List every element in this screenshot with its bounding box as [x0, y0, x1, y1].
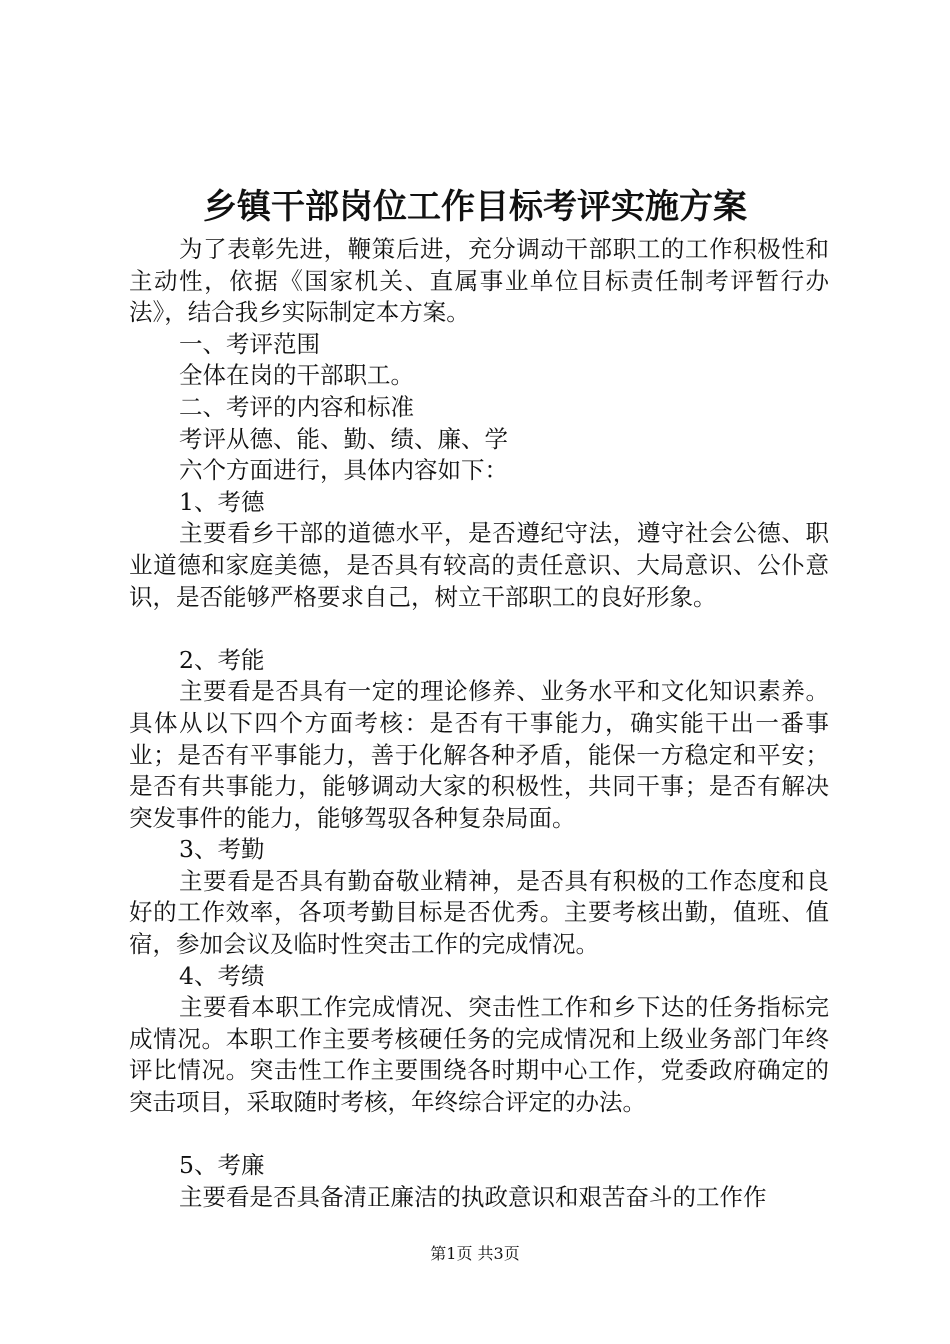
diligence-paragraph: 主要看是否具有勤奋敬业精神，是否具有积极的工作态度和良好的工作效率，各项考勤目标是否优秀。主要考核出勤，值班、值宿，参加会议及临时性突击工作的完成情况。 [129, 866, 829, 959]
document-title: 乡镇干部岗位工作目标考评实施方案 [203, 187, 747, 227]
content-text-line1: 考评从德、能、勤、绩、廉、学 [179, 424, 508, 453]
content-text-line2: 六个方面进行，具体内容如下： [179, 456, 508, 485]
ability-paragraph: 主要看是否具有一定的理论修养、业务水平和文化知识素养。具体从以下四个方面考核：是否有干事能力，确实能干出一番事业；是否有平事能力，善于化解各种矛盾，能保一方稳定和平安；是否有共事能力，能够调动大家的积极性，共同干事；是否有解决突发事件的能力，能够驾驭各种复杂局面。 [129, 677, 829, 832]
page-footer: 第1页 共3页 [430, 1244, 520, 1263]
subheading-performance: 4、考绩 [179, 961, 265, 990]
intro-paragraph: 为了表彰先进，鞭策后进，充分调动干部职工的工作积极性和主动性，依据《国家机关、直属事业单位目标责任制考评暂行办法》，结合我乡实际制定本方案。 [129, 235, 829, 327]
subheading-integrity: 5、考廉 [179, 1151, 265, 1180]
section-heading-content: 二、考评的内容和标准 [179, 392, 414, 421]
performance-paragraph: 主要看本职工作完成情况、突击性工作和乡下达的任务指标完成情况。本职工作主要考核硬任务的完成情况和上级业务部门年终评比情况。突击性工作主要围绕各时期中心工作，党委政府确定的突击项目，采取随时考核，年终综合评定的办法。 [129, 993, 829, 1117]
document-body [129, 234, 829, 1213]
subheading-ability: 2、考能 [179, 645, 265, 674]
subheading-morality: 1、考德 [179, 487, 265, 516]
subheading-diligence: 3、考勤 [179, 835, 265, 864]
integrity-paragraph: 主要看是否具备清正廉洁的执政意识和艰苦奋斗的工作作 [179, 1182, 767, 1211]
scope-text: 全体在岗的干部职工。 [179, 361, 414, 390]
section-heading-scope: 一、考评范围 [179, 329, 320, 358]
morality-paragraph: 主要看乡干部的道德水平，是否遵纪守法，遵守社会公德、职业道德和家庭美德，是否具有较高的责任意识、大局意识、公仆意识，是否能够严格要求自己，树立干部职工的良好形象。 [129, 519, 829, 611]
